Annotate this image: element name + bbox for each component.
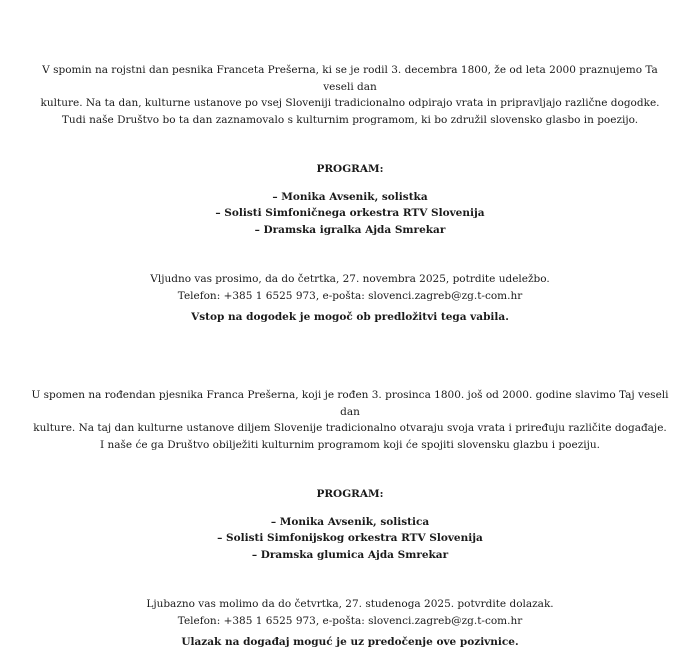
program-list <box>0 189 700 239</box>
intro-line: U spomen na rođendan pjesnika Franca Prešerna, koji je rođen 3. prosinca 1800. još od 2000. godine slavimo Taj veseli dan <box>31 389 669 418</box>
rsvp-block <box>0 596 700 651</box>
program-block <box>0 161 700 238</box>
program-item: – Monika Avsenik, solistka <box>272 190 428 203</box>
program-item: – Dramska glumica Ajda Smrekar <box>251 548 449 561</box>
program-block <box>0 486 700 563</box>
program-item: – Solisti Simfoničnega orkestra RTV Slovenija <box>215 207 485 219</box>
contact-info: Telefon: +385 1 6525 973, e-pošta: slovenci.zagreb@zg.t-com.hr <box>177 289 523 302</box>
intro-paragraph <box>30 62 670 128</box>
program-heading: PROGRAM: <box>316 163 384 175</box>
program-item: – Dramska igralka Ajda Smrekar <box>254 223 446 236</box>
slovene-section <box>0 62 700 326</box>
program-item: – Monika Avsenik, solistica <box>270 515 430 528</box>
contact-info: Telefon: +385 1 6525 973, e-pošta: slovenci.zagreb@zg.t-com.hr <box>177 614 523 627</box>
rsvp-request: Vljudno vas prosimo, da do četrtka, 27. novembra 2025, potrdite udeležbo. <box>150 273 550 285</box>
intro-line: I naše će ga Društvo obilježiti kulturnim programom koji će spojiti slovensku glazbu i poeziju. <box>100 438 600 451</box>
entry-note: Ulazak na događaj moguć je uz predočenje ove pozivnice. <box>181 636 519 648</box>
intro-line: Tudi naše Društvo bo ta dan zaznamovalo s kulturnim programom, ki bo združil slovensko glasbo in poezijo. <box>61 113 639 126</box>
intro-line: V spomin na rojstni dan pesnika Franceta Prešerna, ki se je rodil 3. decembra 1800, že od leta 2000 praznujemo Ta veseli dan <box>42 64 658 93</box>
intro-paragraph <box>30 387 670 453</box>
entry-note: Vstop na dogodek je mogoč ob predložitvi tega vabila. <box>191 311 509 323</box>
program-item: – Solisti Simfonijskog orkestra RTV Slovenija <box>217 532 483 544</box>
rsvp-block <box>0 271 700 326</box>
croatian-section <box>0 387 700 651</box>
intro-line: kulture. Na taj dan kulturne ustanove diljem Slovenije tradicionalno otvaraju svoja vrata i priređuju različite događaje. <box>33 422 667 434</box>
intro-line: kulture. Na ta dan, kulturne ustanove po vsej Sloveniji tradicionalno odpirajo vrata in pripravljajo različne dogodke. <box>40 97 660 109</box>
program-list <box>0 514 700 564</box>
program-heading: PROGRAM: <box>316 488 384 500</box>
rsvp-request: Ljubazno vas molimo da do četvrtka, 27. studenoga 2025. potvrdite dolazak. <box>146 598 554 610</box>
